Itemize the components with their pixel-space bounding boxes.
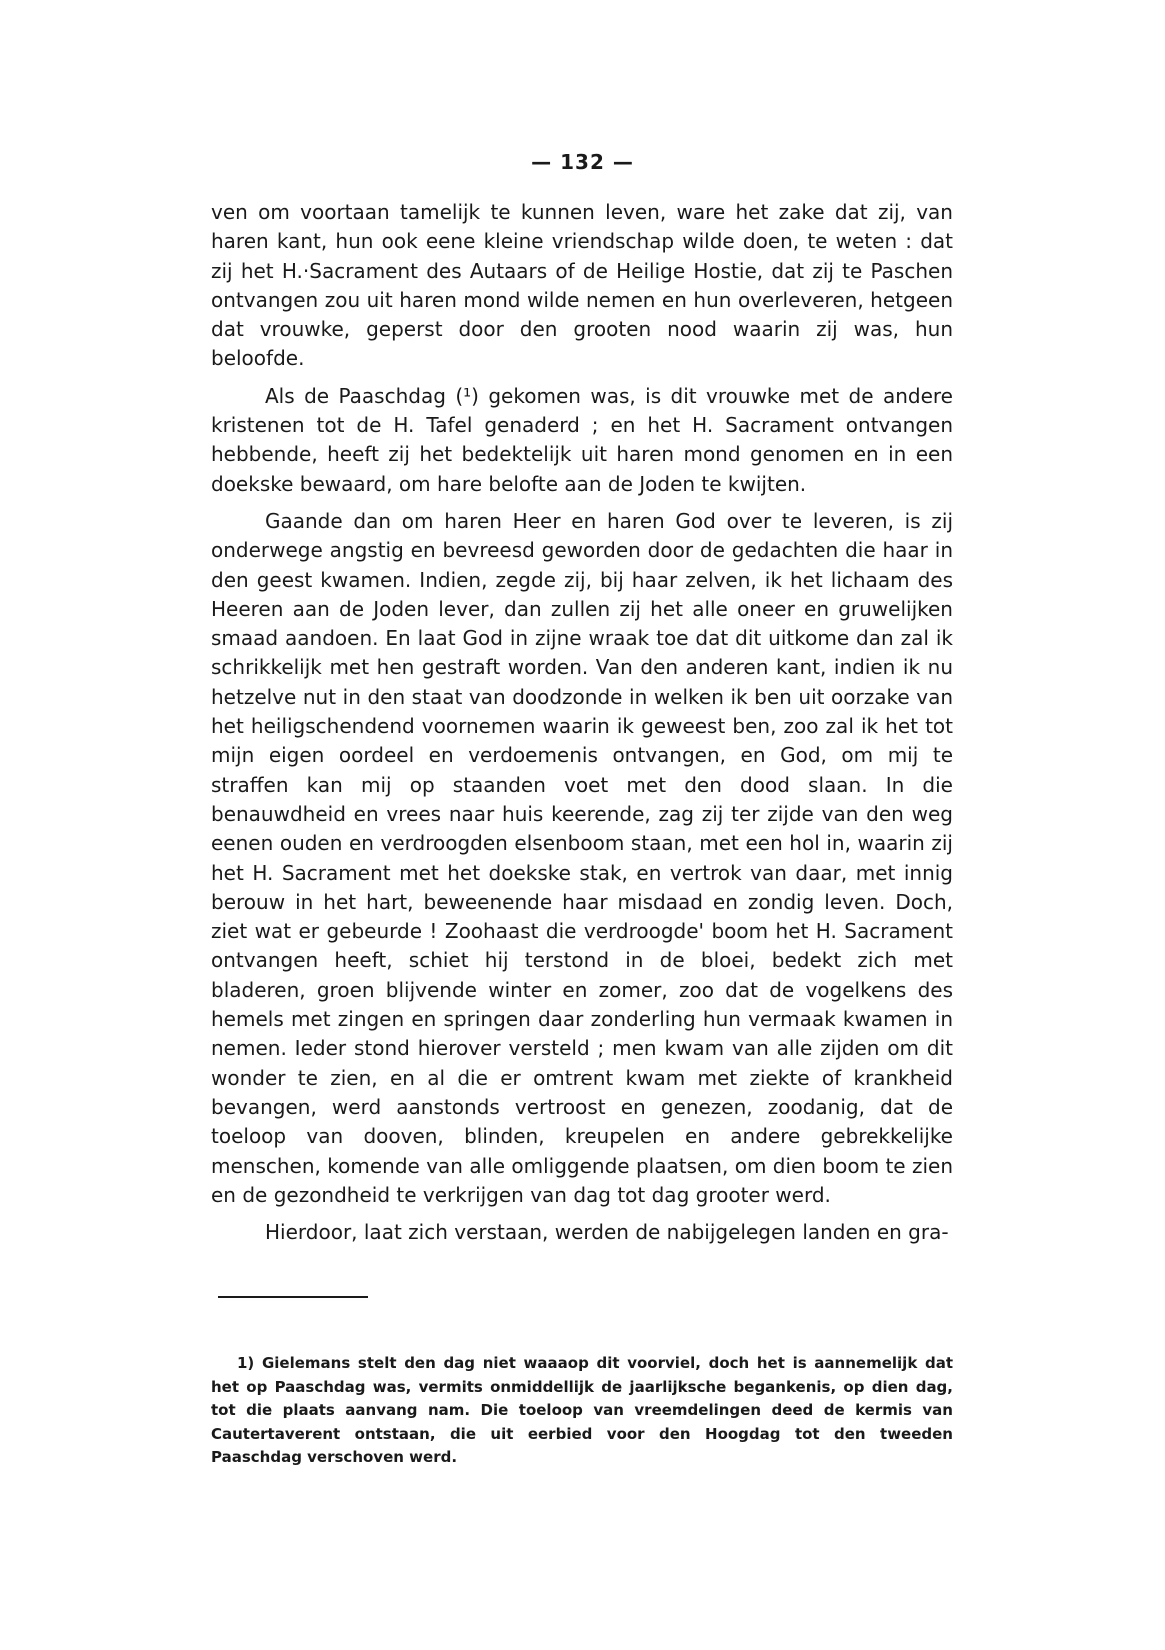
paragraph-continuation: ven om voortaan tamelijk te kunnen leven, ware het zake dat zij, van haren kant, hun ook eene kleine vriendschap wilde doen, te weten : dat zij het H.·Sacrament des Autaars of de Heilige Hostie, dat zij te Paschen ontvangen zou uit haren mond wilde nemen en hun overleveren, hetgeen dat vrouwke, geperst door den grooten nood waarin zij was, hun beloofde. <box>211 200 953 371</box>
paragraph-miracle: Gaande dan om haren Heer en haren God over te leveren, is zij onderwege angstig en bevreesd geworden door de gedachten die haar in den geest kwamen. Indien, zegde zij, bij haar zelven, ik het lichaam des Heeren aan de Joden lever, dan zullen zij het alle oneer en gruwelijken smaad aandoen. En laat God in zijne wraak toe dat dit uitkome dan zal ik schrikkelijk met hen gestraft worden. Van den anderen kant, indien ik nu hetzelve nut in den staat van doodzonde in welken ik ben uit oorzake van het heiligschendend voornemen waarin ik geweest ben, zoo zal ik het tot mijn eigen oordeel en verdoemenis ontvangen, en God, om mij te straffen kan mij op staanden voet met den dood slaan. In die benauwdheid en vrees naar huis keerende, zag zij ter zijde van den weg eenen ouden en verdroogden elsenboom staan, met een hol in, waarin zij het H. Sacrament met het doekske stak, en vertrok van daar, met innig berouw in het hart, beweenende haar misdaad en zondig leven. Doch, ziet wat er gebeurde ! Zoohaast die verdroogde' boom het H. Sacrament ontvangen heeft, schiet hij terstond in de bloei, bedekt zich met bladeren, groen blijvende winter en zomer, zoo dat de vogelkens des hemels met zingen en springen daar zonderling hun vermaak kwamen in nemen. Ieder stond hierover versteld ; men kwam van alle zijden om dit wonder te zien, en al die er omtrent kwam met ziekte of krankheid bevangen, werd aanstonds vertroost en genezen, zoodanig, dat de toeloop van dooven, blinden, kreupelen en andere gebrekkelijke menschen, komende van alle omliggende plaatsen, om dien boom te zien en de gezondheid te verkrijgen van dag tot dag grooter werd. <box>211 508 953 1207</box>
paragraph-paaschdag: Als de Paaschdag (¹) gekomen was, is dit vrouwke met de andere kristenen tot de H. Tafel genaderd ; en het H. Sacrament ontvangen hebbende, heeft zij het bedektelijk uit haren mond genomen en in een doekske bewaard, om hare belofte aan de Joden te kwijten. <box>211 383 953 496</box>
body-text <box>211 198 953 1247</box>
footnote-1: 1) Gielemans stelt den dag niet waaaop dit voorviel, doch het is aannemelijk dat het op Paaschdag was, vermits onmiddellijk de jaarlijksche begankenis, op dien dag, tot die plaats aanvang nam. Die toeloop van vreemdelingen deed de kermis van Cautertaverent ontstaan, die uit eerbied voor den Hoogdag tot den tweeden Paaschdag verschoven werd. <box>211 1354 953 1467</box>
page-number: — 132 — <box>531 150 634 174</box>
footnotes <box>211 1352 953 1470</box>
paragraph-hierdoor: Hierdoor, laat zich verstaan, werden de nabijgelegen landen en gra- <box>265 1220 949 1245</box>
footnote-separator <box>218 1296 368 1298</box>
